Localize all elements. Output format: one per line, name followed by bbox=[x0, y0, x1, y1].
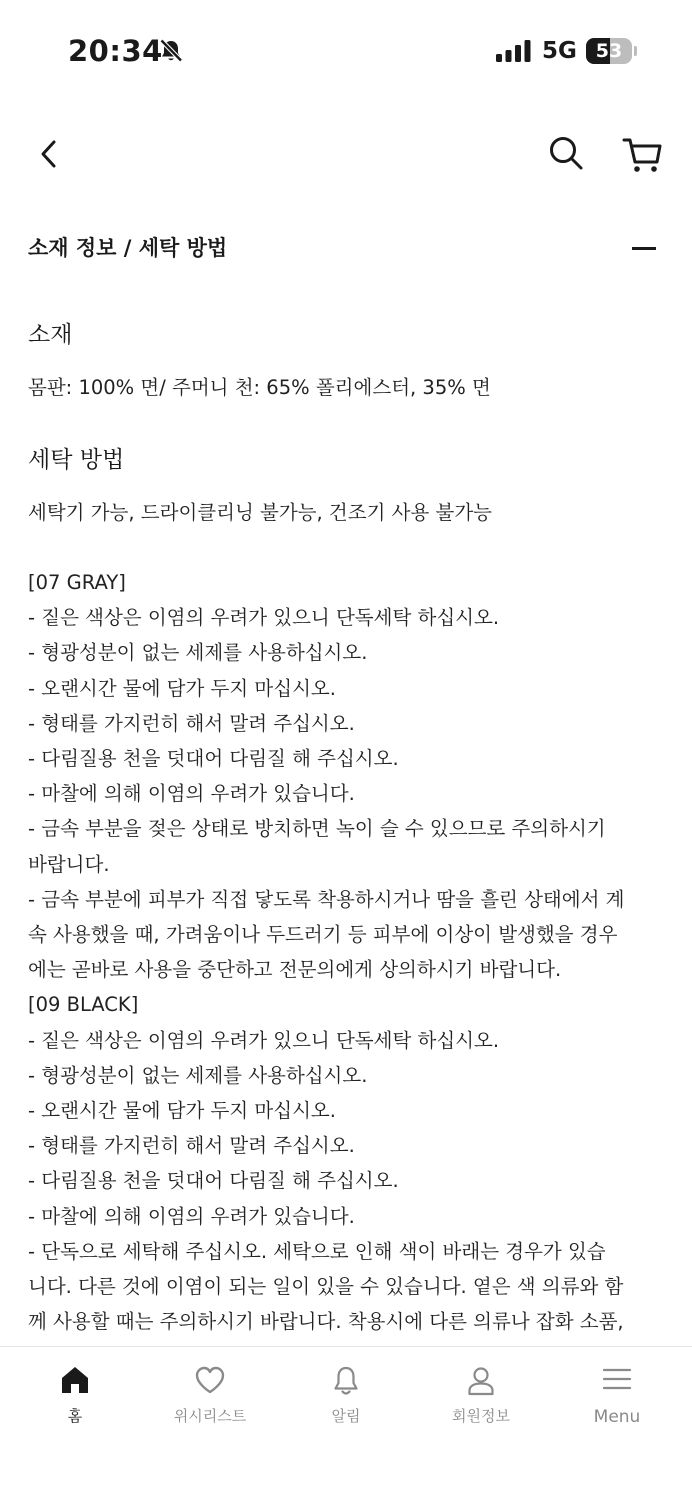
care-line: - 금속 부분에 피부가 직접 닿도록 착용하시거나 땀을 흘린 상태에서 계 bbox=[28, 887, 625, 911]
section-title: 소재 정보 / 세탁 방법 bbox=[28, 236, 228, 260]
battery-cap bbox=[634, 46, 637, 56]
tab-wishlist[interactable] bbox=[141, 1347, 279, 1447]
care-line: - 형태를 가지런히 해서 말려 주십시오. bbox=[28, 1134, 355, 1158]
care-line: - 짙은 색상은 이염의 우려가 있으니 단독세탁 하십시오. bbox=[28, 606, 500, 630]
search-button[interactable] bbox=[546, 132, 586, 176]
heart-icon bbox=[194, 1365, 226, 1395]
menu-icon bbox=[602, 1365, 632, 1393]
care-instructions bbox=[28, 565, 668, 1339]
battery-icon bbox=[586, 38, 632, 64]
washing-text: 세탁기 가능, 드라이클리닝 불가능, 건조기 사용 불가능 bbox=[28, 501, 493, 524]
tab-label: Menu bbox=[593, 1407, 641, 1427]
material-heading: 소재 bbox=[28, 322, 73, 348]
care-line: - 오랜시간 물에 담가 두지 마십시오. bbox=[28, 676, 336, 700]
care-line: - 짙은 색상은 이염의 우려가 있으니 단독세탁 하십시오. bbox=[28, 1028, 500, 1052]
material-care-content bbox=[28, 318, 668, 1339]
tab-home[interactable] bbox=[6, 1347, 144, 1447]
care-line: - 다림질용 천을 덧대어 다림질 해 주십시오. bbox=[28, 747, 399, 771]
tab-label: 위시리스트 bbox=[173, 1407, 247, 1425]
material-care-header[interactable] bbox=[0, 226, 692, 272]
tab-menu[interactable] bbox=[548, 1347, 686, 1447]
care-line: 께 사용할 때는 주의하시기 바랍니다. 착용시에 다른 의류나 잡화 소품, bbox=[28, 1310, 624, 1334]
care-line: - 마찰에 의해 이염의 우려가 있습니다. bbox=[28, 1204, 355, 1228]
status-time: 20:34 bbox=[68, 34, 163, 68]
bell-icon bbox=[331, 1365, 361, 1397]
care-line: - 형광성분이 없는 세제를 사용하십시오. bbox=[28, 641, 368, 665]
bell-slash-icon bbox=[158, 38, 184, 68]
tab-label: 홈 bbox=[67, 1407, 83, 1425]
cart-button[interactable] bbox=[620, 132, 664, 176]
back-button[interactable] bbox=[30, 134, 70, 174]
care-line: [09 BLACK] bbox=[28, 993, 139, 1017]
tab-label: 알림 bbox=[331, 1407, 361, 1425]
care-line: 니다. 다른 것에 이염이 되는 일이 있을 수 있습니다. 옅은 색 의류와 함 bbox=[28, 1275, 624, 1299]
chevron-left-icon bbox=[30, 134, 70, 174]
care-line: 바랍니다. bbox=[28, 852, 110, 876]
status-bar bbox=[0, 0, 692, 100]
care-line: - 다림질용 천을 덧대어 다림질 해 주십시오. bbox=[28, 1169, 399, 1193]
washing-heading: 세탁 방법 bbox=[28, 447, 125, 473]
care-line: - 마찰에 의해 이염의 우려가 있습니다. bbox=[28, 782, 355, 806]
battery-level: 53 bbox=[595, 40, 623, 62]
care-line: - 형광성분이 없는 세제를 사용하십시오. bbox=[28, 1063, 368, 1087]
network-type: 5G bbox=[542, 38, 577, 64]
cart-icon bbox=[620, 132, 664, 176]
signal-icon bbox=[496, 40, 532, 66]
care-line: - 단독으로 세탁해 주십시오. 세탁으로 인해 색이 바래는 경우가 있습 bbox=[28, 1239, 606, 1263]
care-line: [07 GRAY] bbox=[28, 571, 126, 594]
material-text: 몸판: 100% 면/ 주머니 천: 65% 폴리에스터, 35% 면 bbox=[28, 376, 491, 399]
bottom-tab-bar bbox=[0, 1346, 692, 1500]
home-icon bbox=[60, 1365, 90, 1395]
search-icon bbox=[546, 132, 586, 176]
care-line: 에는 곧바로 사용을 중단하고 전문의에게 상의하시기 바랍니다. bbox=[28, 958, 562, 982]
care-line: - 금속 부분을 젖은 상태로 방치하면 녹이 슬 수 있으므로 주의하시기 bbox=[28, 817, 606, 841]
care-line: - 오랜시간 물에 담가 두지 마십시오. bbox=[28, 1099, 336, 1123]
tab-label: 회원정보 bbox=[452, 1407, 510, 1425]
care-line: - 형태를 가지런히 해서 말려 주십시오. bbox=[28, 711, 355, 735]
tab-notifications[interactable] bbox=[277, 1347, 415, 1447]
minus-icon[interactable] bbox=[624, 230, 664, 266]
care-line: 속 사용했을 때, 가려움이나 두드러기 등 피부에 이상이 발생했을 경우 bbox=[28, 923, 618, 947]
top-nav bbox=[0, 120, 692, 190]
user-icon bbox=[466, 1365, 496, 1397]
tab-profile[interactable] bbox=[412, 1347, 550, 1447]
